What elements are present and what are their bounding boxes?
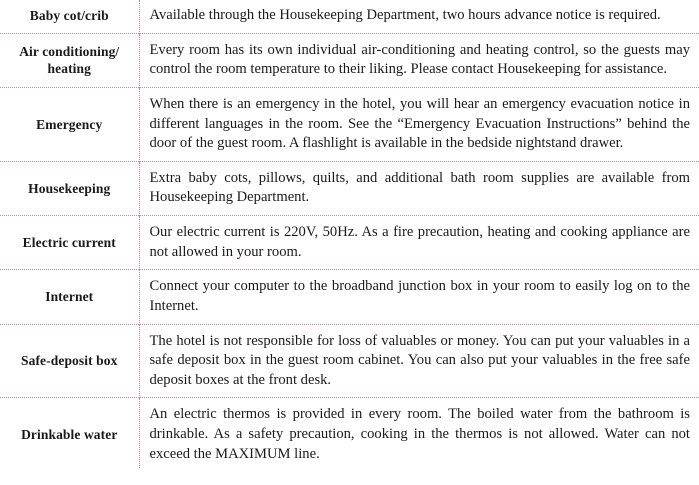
service-description-text: Our electric current is 220V, 50Hz. As a fire precaution, heating and cooking appliance are not allowed in your room. bbox=[149, 224, 690, 260]
service-description-text: Every room has its own individual air-conditioning and heating control, so the guests may control the room temperature to their liking. Please contact Housekeeping for assistance. bbox=[149, 41, 690, 78]
service-label: Electric current bbox=[0, 216, 139, 270]
table-row bbox=[0, 0, 699, 33]
service-description bbox=[139, 324, 699, 398]
service-description-text: Extra baby cots, pillows, quilts, and additional bath room supplies are available from Housekeeping Department. bbox=[149, 169, 690, 206]
table-row bbox=[0, 216, 699, 270]
service-description-text: An electric thermos is provided in every room. The boiled water from the bathroom is drinkable. As a safety precaution, cooking in the thermos is not allowed. Water can not exceed the MAXIMUM line. bbox=[149, 406, 690, 462]
service-description bbox=[139, 161, 699, 215]
service-description bbox=[139, 270, 699, 324]
service-label: Safe-deposit box bbox=[0, 324, 139, 398]
table-row bbox=[0, 398, 699, 468]
service-label: Internet bbox=[0, 270, 139, 324]
service-description bbox=[139, 33, 699, 87]
service-label: Drinkable water bbox=[0, 398, 139, 468]
service-description-text: Available through the Housekeeping Department, two hours advance notice is required. bbox=[149, 7, 661, 23]
service-description-text: The hotel is not responsible for loss of valuables or money. You can put your valuables in a safe deposit box in the guest room cabinet. You can also put your valuables in the free safe deposit boxes at the front desk. bbox=[149, 332, 690, 388]
service-label: Emergency bbox=[0, 87, 139, 161]
table-row bbox=[0, 161, 699, 215]
service-description bbox=[139, 87, 699, 161]
table-row bbox=[0, 324, 699, 398]
service-label: Baby cot/crib bbox=[0, 0, 139, 33]
table-row bbox=[0, 33, 699, 87]
table-row bbox=[0, 270, 699, 324]
service-description-text: Connect your computer to the broadband junction box in your room to easily log on to the Internet. bbox=[149, 278, 690, 314]
service-description bbox=[139, 398, 699, 468]
service-description bbox=[139, 0, 699, 33]
service-label: Air conditioning/ heating bbox=[0, 33, 139, 87]
table-row bbox=[0, 87, 699, 161]
service-description-text: When there is an emergency in the hotel, you will hear an emergency evacuation notice in different languages in the room. See the “Emergency Evacuation Instructions” behind the door of the guest room. A flashlight is available in the bedside nightstand drawer. bbox=[149, 95, 690, 152]
service-description bbox=[139, 216, 699, 270]
service-label: Housekeeping bbox=[0, 161, 139, 215]
